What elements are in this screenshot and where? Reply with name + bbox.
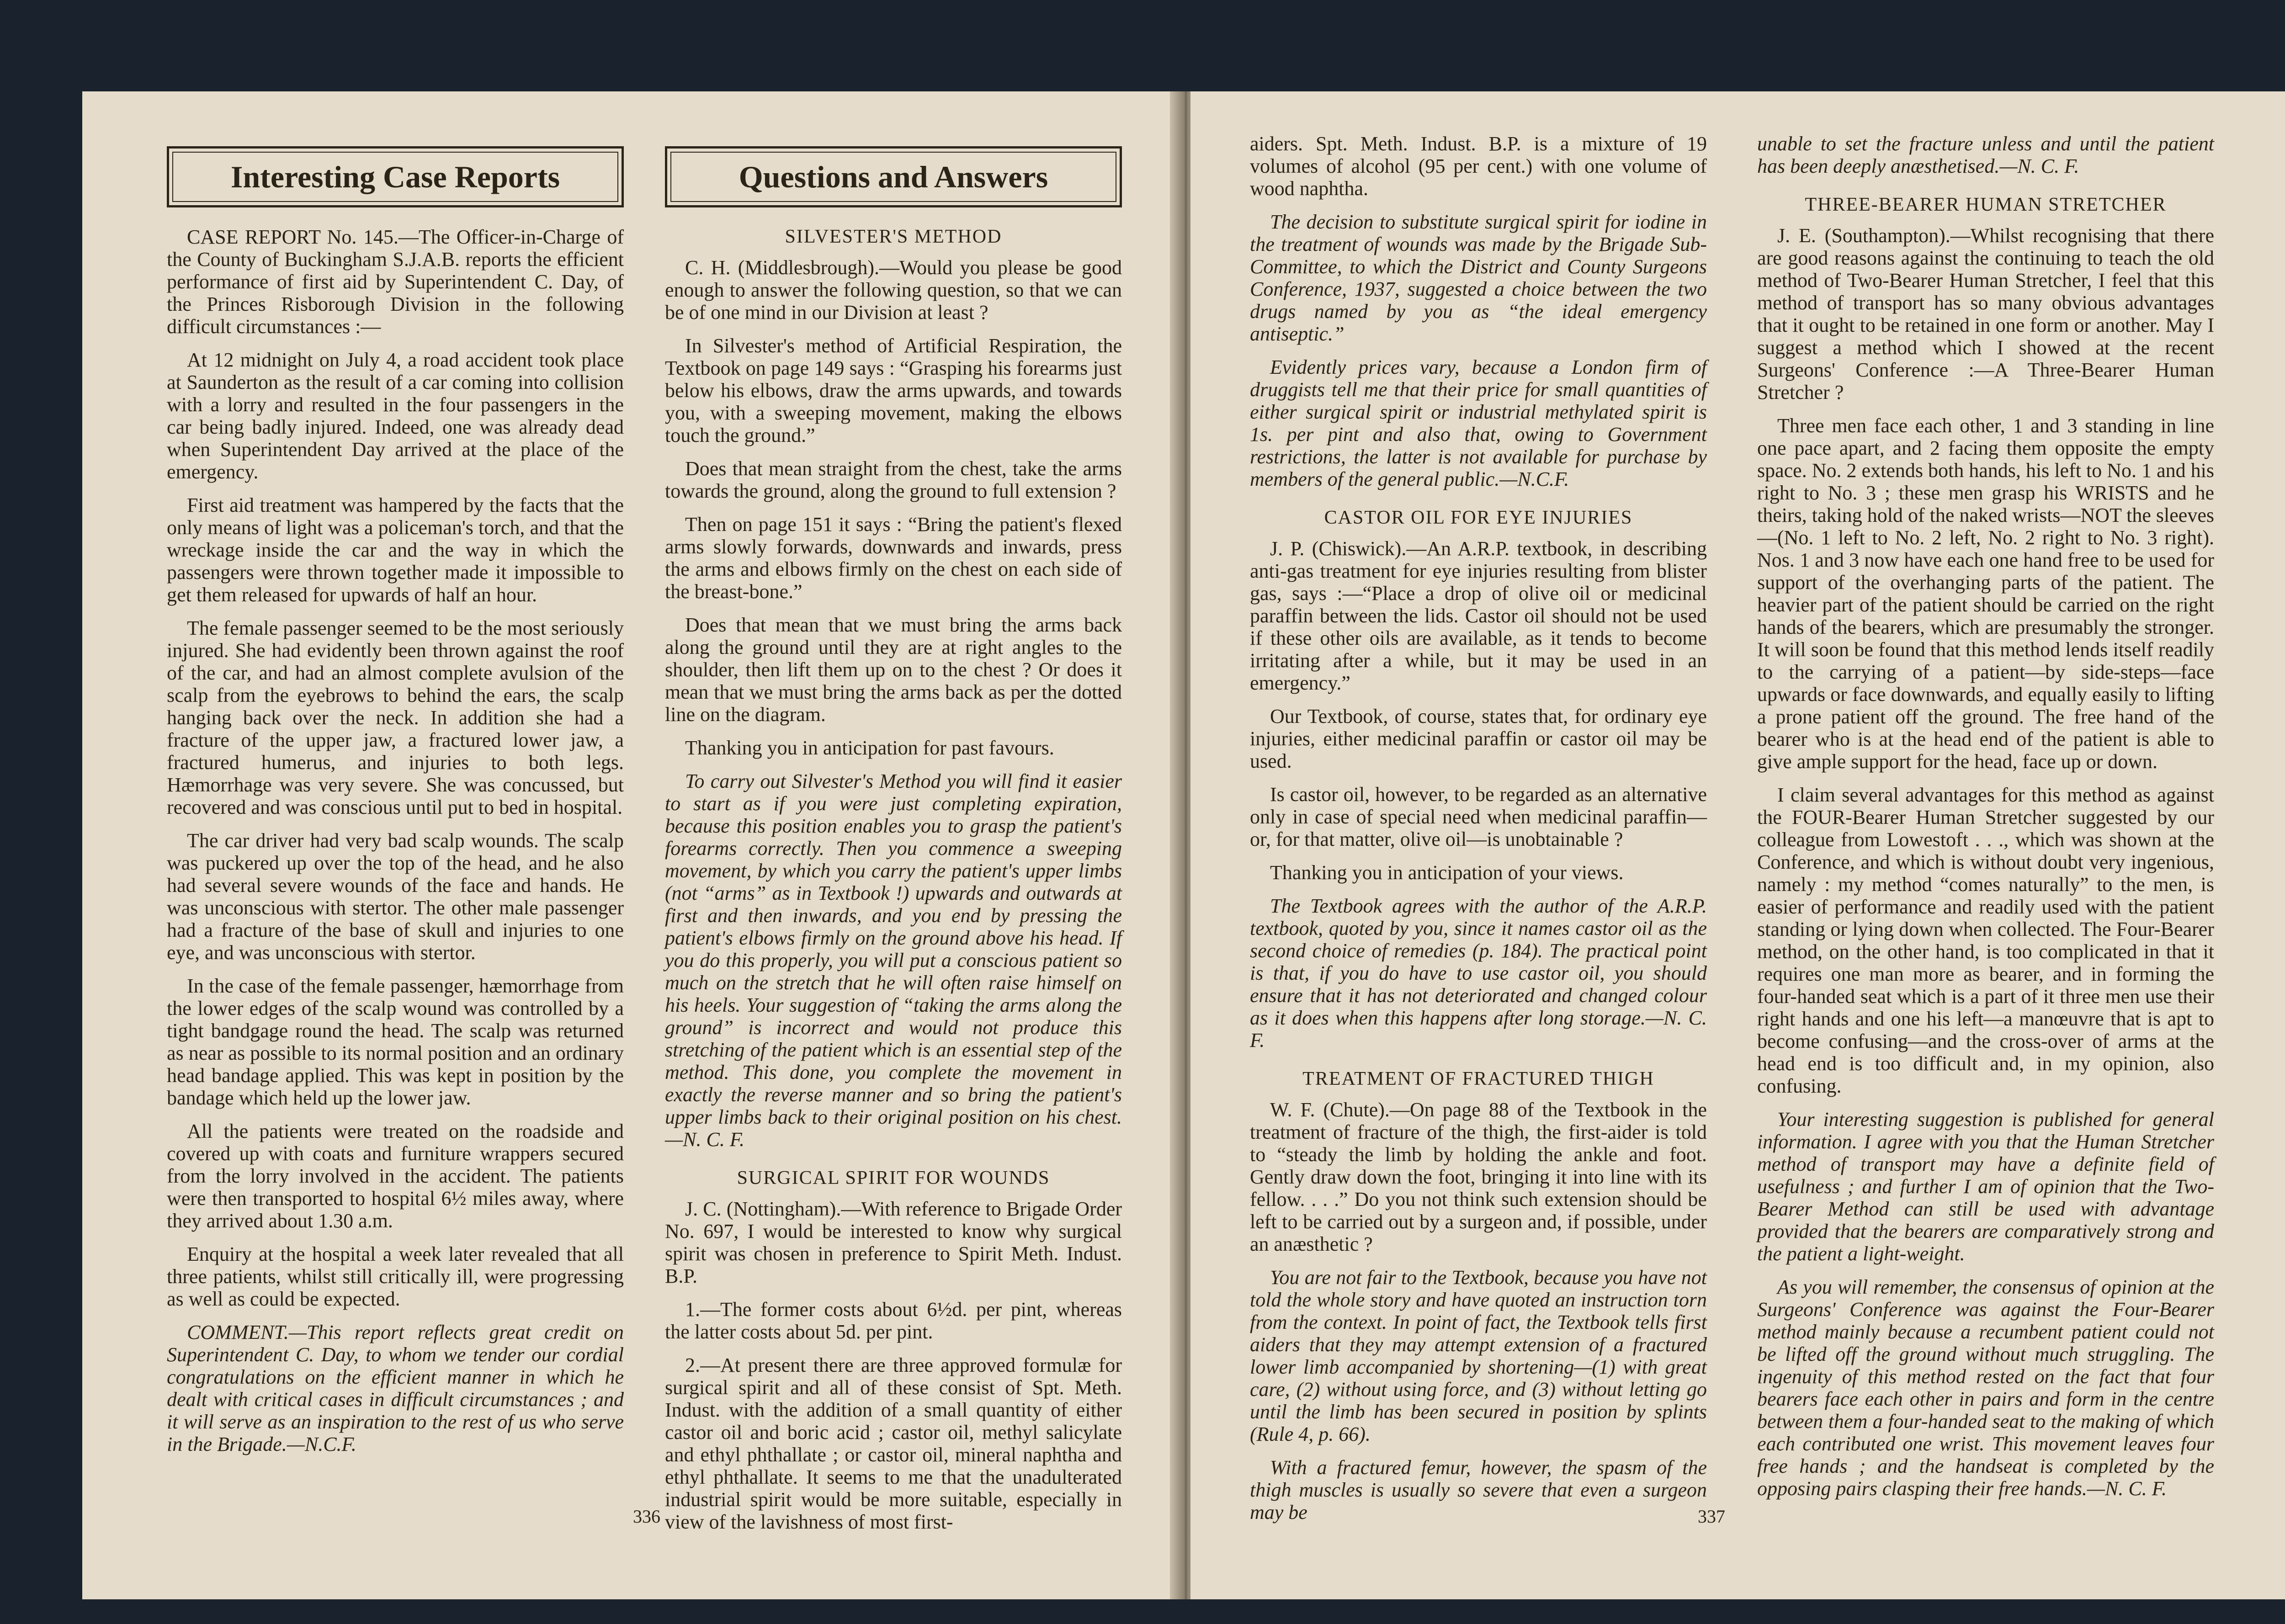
answer-paragraph: You are not fair to the Textbook, because you have not told the whole story and have quoted an instruction torn from the context. In point of fact, the Textbook tells first aiders that they may attempt extension of a fractured lower limb accompanied by shortening—(1) with great care, (2) without using force, and (3) without letting go until the limb has been secured in position by splints (Rule 4, p. 66). bbox=[1250, 1266, 1707, 1445]
left-page bbox=[82, 91, 1181, 1599]
case-report-paragraph: CASE REPORT No. 145.—The Officer-in-Charge of the County of Buckingham S.J.A.B. reports the efficient performance of first aid by Superintendent C. Day, of the Princes Risborough Division in the following difficult circumstances :— bbox=[167, 226, 624, 338]
question-paragraph: 2.—At present there are three approved formulæ for surgical spirit and all of these consist of Spt. Meth. Indust. with the addition of a small quantity of either castor oil and boric acid ; castor oil, methyl salicylate and ethyl phthallate ; or castor oil, mineral naphtha and ethyl phthallate. It seems to me that the unadulterated industrial spirit would be more suitable, especially in view of the lavishness of most first- bbox=[665, 1354, 1122, 1533]
answer-paragraph: The decision to substitute surgical spirit for iodine in the treatment of wounds was made by the Brigade Sub-Committee, to which the District and County Surgeons Conference, 1937, suggested a choice between the two drugs named by you as “the ideal emergency antiseptic.” bbox=[1250, 211, 1707, 345]
section-heading-three-bearer-stretcher: THREE-BEARER HUMAN STRETCHER bbox=[1805, 194, 2167, 215]
case-report-paragraph: The female passenger seemed to be the most seriously injured. She had evidently been thrown against the roof of the car, and had an almost complete avulsion of the scalp from the eyebrows to behind the ears, the scalp hanging back over the neck. In addition she had a fracture of the upper jaw, a fractured lower jaw, a fractured humerus, and injuries to both legs. Hæmorrhage was very severe. She was concussed, but recovered and was conscious until put to bed in hospital. bbox=[167, 617, 624, 818]
page-number-right: 337 bbox=[1698, 1506, 1725, 1527]
answer-paragraph: With a fractured femur, however, the spasm of the thigh muscles is usually so severe that even a surgeon may be bbox=[1250, 1456, 1707, 1523]
section-heading-silvester: SILVESTER'S METHOD bbox=[785, 226, 1002, 247]
case-report-paragraph: All the patients were treated on the roadside and covered up with coats and furniture wrappers secured from the lorry involved in the accident. The patients were then transported to hospital 6½ miles away, where they arrived about 1.30 a.m. bbox=[167, 1120, 624, 1232]
question-paragraph: In Silvester's method of Artificial Respiration, the Textbook on page 149 says : “Grasping his forearms just below his elbows, draw the arms upwards, and towards you, with a sweeping movement, making the elbows touch the ground.” bbox=[665, 334, 1122, 446]
question-paragraph: Our Textbook, of course, states that, for ordinary eye injuries, either medicinal paraffin or castor oil may be used. bbox=[1250, 705, 1707, 772]
section-heading-castor-oil: CASTOR OIL FOR EYE INJURIES bbox=[1324, 507, 1633, 528]
questions-answers-title: Questions and Answers bbox=[665, 146, 1122, 207]
section-heading-fractured-thigh: TREATMENT OF FRACTURED THIGH bbox=[1302, 1068, 1654, 1089]
case-report-paragraph: Enquiry at the hospital a week later revealed that all three patients, whilst still critically ill, were progressing as well as could be expected. bbox=[167, 1243, 624, 1310]
case-reports-column bbox=[167, 146, 624, 1466]
case-report-comment: COMMENT.—This report reflects great credit on Superintendent C. Day, to whom we tender our cordial congratulations on the efficient manner in which he dealt with critical cases in difficult circumstances ; and it will serve as an inspiration to the rest of us who serve in the Brigade.—N.C.F. bbox=[167, 1321, 624, 1455]
case-report-paragraph: In the case of the female passenger, hæmorrhage from the lower edges of the scalp wound was controlled by a tight bandgage round the head. The scalp was returned as near as possible to its normal position and an ordinary head bandage applied. This was kept in position by the bandage which held up the lower jaw. bbox=[167, 975, 624, 1109]
answer-paragraph: Evidently prices vary, because a London firm of druggists tell me that their price for small quantities of either surgical spirit or industrial methylated spirit is 1s. per pint and also that, owing to Government restrictions, the latter is not available for purchase by members of the general public.—N.C.F. bbox=[1250, 356, 1707, 490]
questions-answers-column bbox=[665, 146, 1122, 1544]
question-paragraph: 1.—The former costs about 6½d. per pint, whereas the latter costs about 5d. per pint. bbox=[665, 1298, 1122, 1343]
answer-paragraph: Your interesting suggestion is published for general information. I agree with you that the Human Stretcher method of transport may have a definite field of usefulness ; and further I am of opinion that the Two-Bearer Method can still be used with advantage provided that the bearers are comparatively strong and the patient a light-weight. bbox=[1757, 1108, 2214, 1265]
question-paragraph: W. F. (Chute).—On page 88 of the Textbook in the treatment of fracture of the thigh, the first-aider is told to “steady the limb by holding the ankle and foot. Gently draw down the foot, bringing it into line with its fellow. . . .” Do you not think such extension should be left to be carried out by a surgeon and, if possible, under an anæsthetic ? bbox=[1250, 1099, 1707, 1255]
answer-paragraph: To carry out Silvester's Method you will find it easier to start as if you were just completing expiration, because this position enables you to grasp the patient's forearms correctly. Then you commence a sweeping movement, by which you carry the patient's upper limbs (not “arms” as in Textbook !) upwards and outwards at first and then inwards, and you end by pressing the patient's elbows firmly on the ground above his head. If you do this properly, you will put a conscious patient so much on the stretch that he will often raise himself on his heels. Your suggestion of “taking the arms along the ground” is incorrect and would not produce this stretching of the patient which is an essential step of the method. This done, you complete the movement in exactly the reverse manner and so bring the patient's upper limbs back to their original position on his chest.—N. C. F. bbox=[665, 770, 1122, 1151]
question-paragraph: I claim several advantages for this method as against the FOUR-Bearer Human Stretcher suggested by our colleague from Lowestoft . . ., which was shown at the Conference, and which is without doubt very ingenious, namely : my method “comes naturally” to the men, is easier of performance and readily used with the patient standing or lying down when collected. The Four-Bearer method, on the other hand, is too complicated in that it requires one man more as bearer, and in forming the four-handed seat which is a part of it three men use their right hands and one his left—a manœuvre that is apt to become confusing—and the cross-over of arms at the head end is too difficult and, in my opinion, also confusing. bbox=[1757, 784, 2214, 1097]
page-number-left: 336 bbox=[633, 1506, 660, 1527]
question-paragraph: J. P. (Chiswick).—An A.R.P. textbook, in describing anti-gas treatment for eye injuries resulting from blister gas, says :—“Place a drop of olive oil or medicinal paraffin between the lids. Castor oil should not be used if these other oils are available, as it tends to become irritating after a while, but it may be used in an emergency.” bbox=[1250, 537, 1707, 694]
case-report-paragraph: At 12 midnight on July 4, a road accident took place at Saunderton as the result of a car coming into collision with a lorry and resulted in the four passengers in the car being badly injured. Indeed, one was already dead when Superintendent Day arrived at the place of the emergency. bbox=[167, 349, 624, 483]
question-paragraph: Thanking you in anticipation of your views. bbox=[1270, 861, 1624, 884]
answer-paragraph: The Textbook agrees with the author of the A.R.P. textbook, quoted by you, since it names castor oil as the second choice of remedies (p. 184). The practical point is that, if you do have to use castor oil, you should ensure that it has not deteriorated and changed colour as it does when this happens after long storage.—N. C. F. bbox=[1250, 895, 1707, 1051]
section-heading-surgical-spirit: SURGICAL SPIRIT FOR WOUNDS bbox=[737, 1168, 1050, 1189]
case-report-paragraph: First aid treatment was hampered by the facts that the only means of light was a policeman's torch, and that the wreckage inside the car and the way in which the passengers were thrown together made it impossible to get them released for upwards of half an hour. bbox=[167, 494, 624, 606]
question-paragraph: J. C. (Nottingham).—With reference to Brigade Order No. 697, I would be interested to know why surgical spirit was chosen in preference to Spirit Meth. Indust. B.P. bbox=[665, 1198, 1122, 1287]
case-report-paragraph: The car driver had very bad scalp wounds. The scalp was puckered up over the top of the head, and he also had several severe wounds of the face and hands. He was unconscious with stertor. The other male passenger had a fracture of the base of skull and injuries to one eye, and was unconscious with stertor. bbox=[167, 829, 624, 964]
question-paragraph: Three men face each other, 1 and 3 standing in line one pace apart, and 2 facing them opposite the empty space. No. 2 extends both hands, his left to No. 1 and his right to No. 3 ; these men grasp his WRISTS and he theirs, taking hold of the naked wrists—NOT the sleeves—(No. 1 left to No. 2 left, No. 2 right to No. 3 right). Nos. 1 and 3 now have each one hand free to be used for support of the overhanging parts of the patient. The heavier part of the patient should be carried on the right hands of the bearers, which are presumably the stronger. It will soon be found that this method lends itself readily to the carrying of a patient—by side-steps—face upwards or face downwards, and equally easily to lifting a prone patient off the ground. The free hand of the bearer who is at the head end of the patient is able to give ample support for the head, face up or down. bbox=[1757, 414, 2214, 773]
question-paragraph: Then on page 151 it says : “Bring the patient's flexed arms slowly forwards, downwards and inwards, press the arms and elbows firmly on the chest on each side of the breast-bone.” bbox=[665, 513, 1122, 603]
question-paragraph: Is castor oil, however, to be regarded as an alternative only in case of special need when medicinal paraffin—or, for that matter, olive oil—is unobtainable ? bbox=[1250, 783, 1707, 850]
case-reports-title: Interesting Case Reports bbox=[167, 146, 624, 207]
answers-column-right bbox=[1757, 133, 2214, 1511]
question-paragraph: J. E. (Southampton).—Whilst recognising that there are good reasons against the continuing to teach the old method of Two-Bearer Human Stretcher, I feel that this method of transport has so many obvious advantages that it ought to be retained in one form or another. May I suggest a method which I showed at the recent Surgeons' Conference :—A Three-Bearer Human Stretcher ? bbox=[1757, 224, 2214, 403]
question-paragraph: Does that mean that we must bring the arms back along the ground until they are at right angles to the shoulder, then lift them up on to the chest ? Or does it mean that we must bring the arms back as per the dotted line on the diagram. bbox=[665, 614, 1122, 726]
question-paragraph: Thanking you in anticipation for past favours. bbox=[685, 737, 1054, 759]
right-page bbox=[1190, 91, 2285, 1599]
continued-paragraph: unable to set the fracture unless and until the patient has been deeply anæsthetised.—N. C. F. bbox=[1757, 133, 2214, 177]
continued-paragraph: aiders. Spt. Meth. Indust. B.P. is a mixture of 19 volumes of alcohol (95 per cent.) with one volume of wood naphtha. bbox=[1250, 133, 1707, 200]
answers-column-left bbox=[1250, 133, 1707, 1534]
question-paragraph: Does that mean straight from the chest, take the arms towards the ground, along the ground to full extension ? bbox=[665, 457, 1122, 502]
answer-paragraph: As you will remember, the consensus of opinion at the Surgeons' Conference was against the Four-Bearer method mainly because a recumbent patient could not be lifted off the ground without much struggling. The ingenuity of this method rested on the fact that four bearers face each other in pairs and form in the centre between them a four-handed seat to the making of which each contributed one wrist. This movement leaves four free hands ; and the handseat is completed by the opposing pairs clasping their free hands.—N. C. F. bbox=[1757, 1276, 2214, 1500]
question-paragraph: C. H. (Middlesbrough).—Would you please be good enough to answer the following question, so that we can be of one mind in our Division at least ? bbox=[665, 256, 1122, 324]
